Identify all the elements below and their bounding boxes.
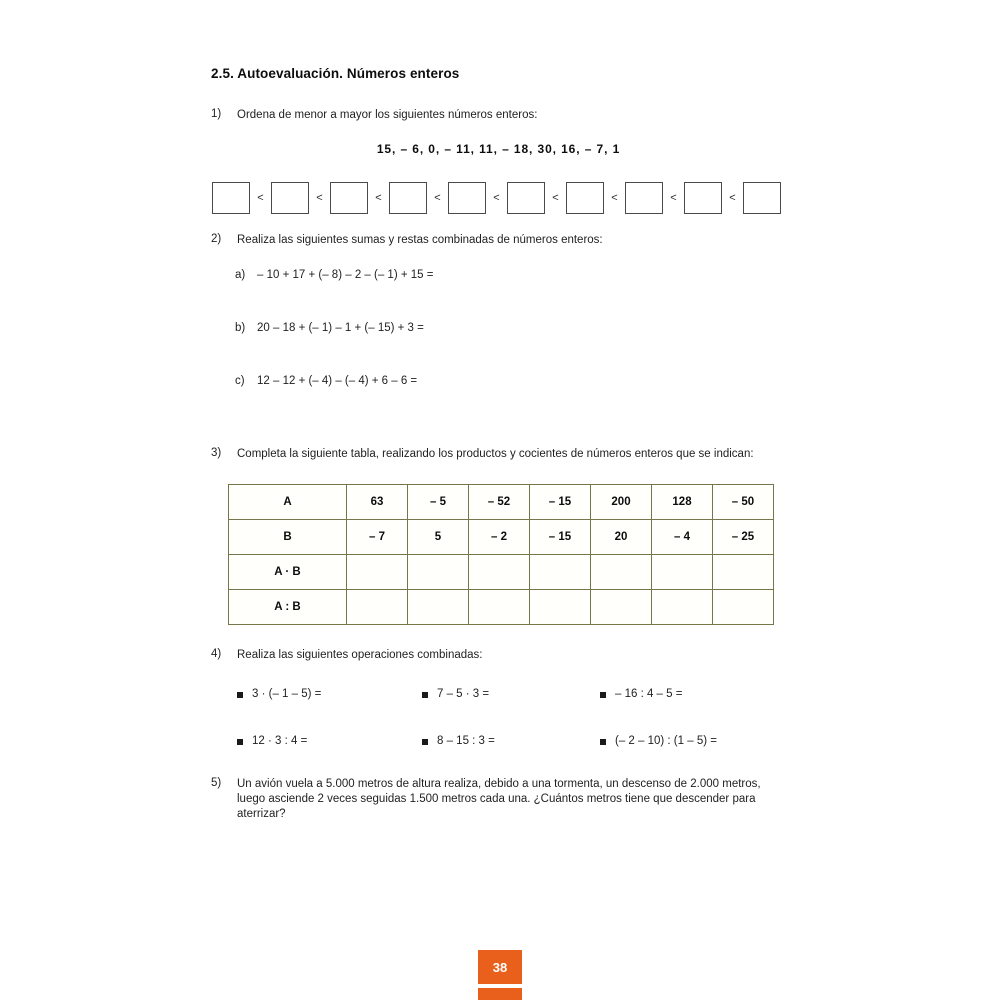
exercise-2-prompt: Realiza las siguientes sumas y restas combinadas de números enteros: [237,234,603,246]
input-cell-product-3[interactable] [469,555,530,590]
square-bullet-icon [600,692,606,698]
exercise-2-item-b [235,322,424,334]
cell-a-2: – 5 [408,485,469,520]
exercise-4 [211,648,811,663]
answer-box[interactable] [684,182,722,214]
square-bullet-icon [237,692,243,698]
table-row [229,590,774,625]
table-row [229,555,774,590]
cell-b-3: – 2 [469,520,530,555]
input-cell-quotient-7[interactable] [713,590,774,625]
exercise-5-number: 5) [211,777,222,789]
exercise-1-prompt: Ordena de menor a mayor los siguientes números enteros: [237,109,538,121]
answer-box[interactable] [448,182,486,214]
square-bullet-icon [422,739,428,745]
exercise-4-prompt: Realiza las siguientes operaciones combinadas: [237,649,483,661]
page-title: 2.5. Autoevaluación. Números enteros [211,66,460,81]
less-than-sign: < [670,192,677,204]
table-row [229,520,774,555]
exercise-2-item-a [235,269,433,281]
item-b-expression: 20 – 18 + (– 1) – 1 + (– 15) + 3 = [257,322,424,334]
cell-a-3: – 52 [469,485,530,520]
exercise-4-number: 4) [211,648,222,660]
answer-box[interactable] [271,182,309,214]
bullet-row-1 [237,688,797,735]
input-cell-product-7[interactable] [713,555,774,590]
item-a-label: a) [235,269,246,281]
cell-b-4: – 15 [530,520,591,555]
answer-box[interactable] [743,182,781,214]
cell-a-4: – 15 [530,485,591,520]
page-number-badge: 38 [478,950,522,984]
bullet-expression: 7 – 5 · 3 = [437,688,490,700]
less-than-sign: < [316,192,323,204]
item-b-label: b) [235,322,246,334]
cell-b-1: – 7 [347,520,408,555]
input-cell-quotient-4[interactable] [530,590,591,625]
bullet-expression: 12 · 3 : 4 = [252,735,308,747]
bullet-expression: 8 – 15 : 3 = [437,735,495,747]
bullet-expression: (– 2 – 10) : (1 – 5) = [615,735,717,747]
exercise-2-number: 2) [211,233,222,245]
exercise-1-answer-boxes [212,182,781,214]
bullet-item [237,688,422,735]
bullet-expression: 3 · (– 1 – 5) = [252,688,322,700]
item-c-expression: 12 – 12 + (– 4) – (– 4) + 6 – 6 = [257,375,418,387]
answer-box[interactable] [330,182,368,214]
square-bullet-icon [600,739,606,745]
cell-b-2: 5 [408,520,469,555]
less-than-sign: < [729,192,736,204]
exercise-1-number: 1) [211,108,222,120]
square-bullet-icon [422,692,428,698]
answer-box[interactable] [507,182,545,214]
input-cell-quotient-1[interactable] [347,590,408,625]
exercise-4-items [237,688,797,782]
exercise-3 [211,447,789,462]
row-label-product: A · B [229,555,347,590]
input-cell-quotient-5[interactable] [591,590,652,625]
bullet-item [422,688,600,735]
less-than-sign: < [257,192,264,204]
exercise-3-table-wrapper [228,484,774,625]
bullet-item [422,735,600,782]
exercise-2 [211,233,811,248]
row-label-quotient: A : B [229,590,347,625]
bullet-row-2 [237,735,797,782]
input-cell-quotient-6[interactable] [652,590,713,625]
answer-box[interactable] [566,182,604,214]
cell-a-6: 128 [652,485,713,520]
exercise-1 [211,108,811,123]
input-cell-quotient-2[interactable] [408,590,469,625]
item-a-expression: – 10 + 17 + (– 8) – 2 – (– 1) + 15 = [257,269,434,281]
item-c-label: c) [235,375,245,387]
cell-a-7: – 50 [713,485,774,520]
exercise-5 [211,777,789,822]
less-than-sign: < [552,192,559,204]
table-row [229,485,774,520]
input-cell-product-4[interactable] [530,555,591,590]
bullet-item [600,735,790,782]
square-bullet-icon [237,739,243,745]
operations-table [228,484,774,625]
exercise-1-numbers: 15, – 6, 0, – 11, 11, – 18, 30, 16, – 7, 1 [376,142,621,156]
input-cell-product-5[interactable] [591,555,652,590]
answer-box[interactable] [625,182,663,214]
less-than-sign: < [375,192,382,204]
input-cell-product-6[interactable] [652,555,713,590]
exercise-2-item-c [235,375,417,387]
answer-box[interactable] [389,182,427,214]
row-label-b: B [229,520,347,555]
exercise-3-prompt: Completa la siguiente tabla, realizando los productos y cocientes de números enteros que se indican: [237,448,754,460]
cell-b-7: – 25 [713,520,774,555]
bullet-expression: – 16 : 4 – 5 = [615,688,683,700]
footer-accent-bar [478,988,522,1000]
bullet-item [237,735,422,782]
cell-a-5: 200 [591,485,652,520]
cell-b-5: 20 [591,520,652,555]
exercise-3-number: 3) [211,447,222,459]
input-cell-quotient-3[interactable] [469,590,530,625]
cell-a-1: 63 [347,485,408,520]
input-cell-product-2[interactable] [408,555,469,590]
cell-b-6: – 4 [652,520,713,555]
bullet-item [600,688,790,735]
less-than-sign: < [493,192,500,204]
less-than-sign: < [434,192,441,204]
answer-box[interactable] [212,182,250,214]
input-cell-product-1[interactable] [347,555,408,590]
row-label-a: A [229,485,347,520]
exercise-5-prompt: Un avión vuela a 5.000 metros de altura realiza, debido a una tormenta, un descenso de 2.000 metros, luego asciende 2 veces seguidas 1.500 metros cada una. ¿Cuántos metros tiene que descender para aterrizar? [237,778,761,820]
less-than-sign: < [611,192,618,204]
